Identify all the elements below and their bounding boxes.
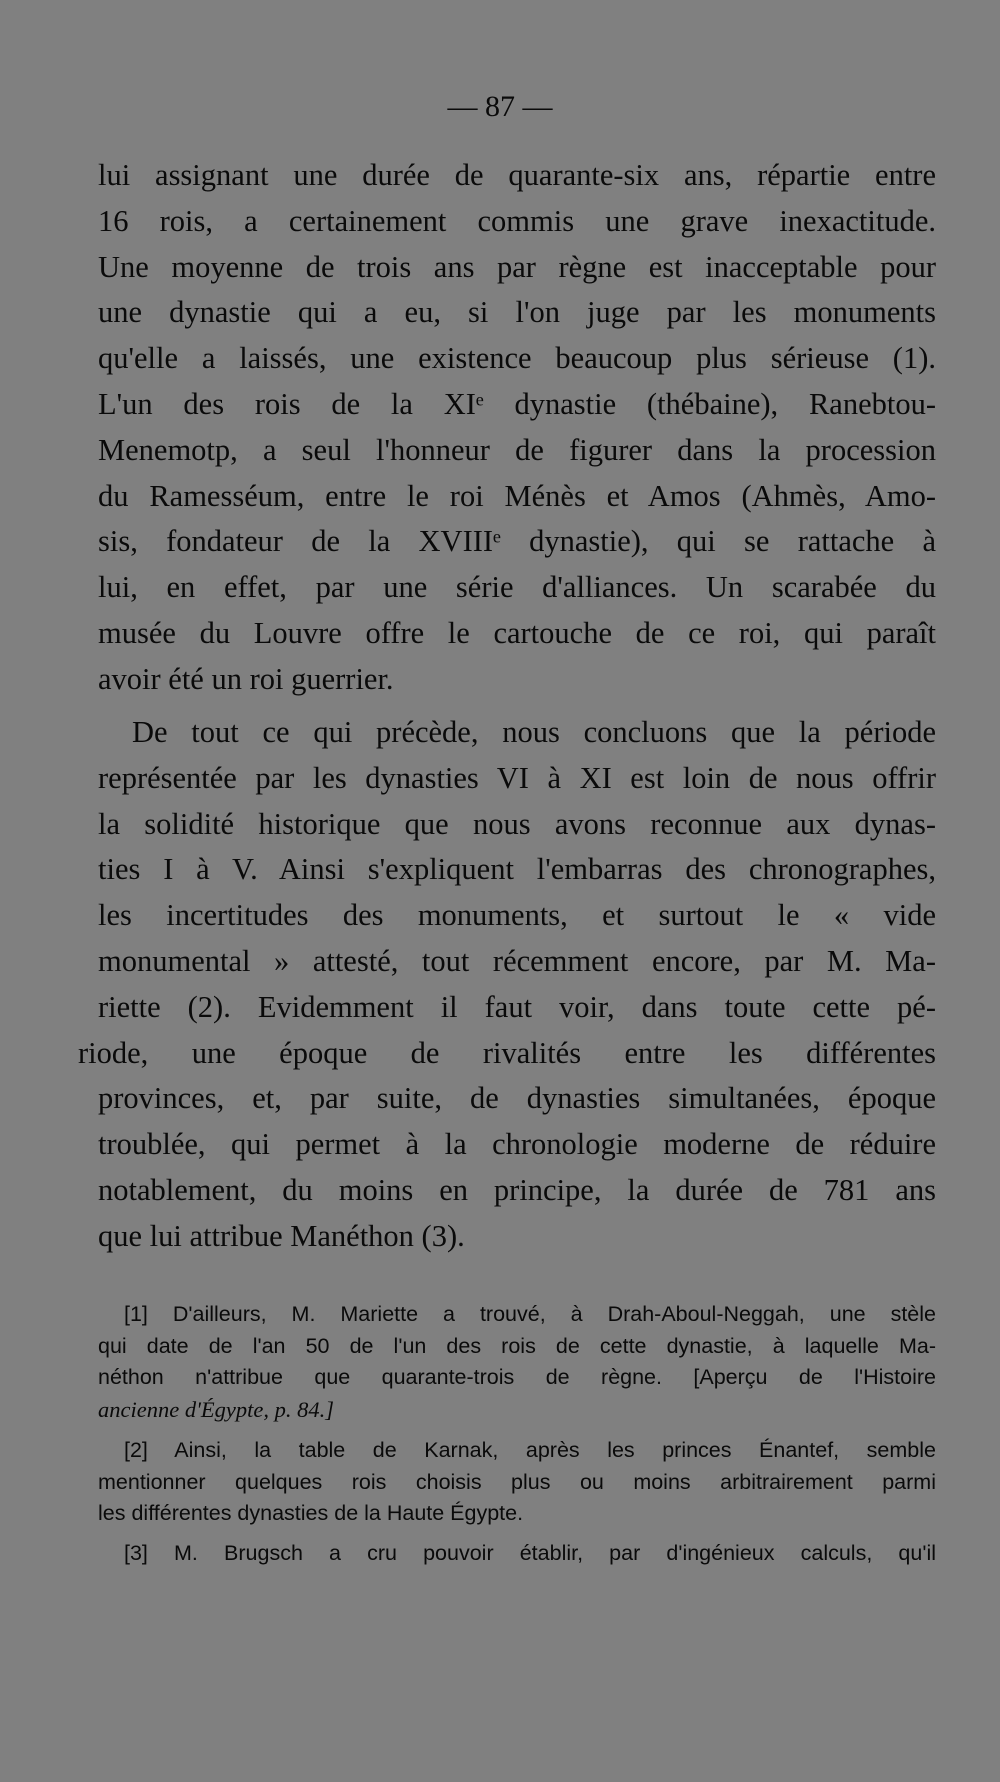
text-line: Menemotp, a seul l'honneur de figurer dans la procession xyxy=(98,432,936,467)
text-line: Une moyenne de trois ans par règne est inacceptable pour xyxy=(98,249,936,284)
text-line: lui, en effet, par une série d'alliances. Un scarabée du xyxy=(98,570,936,605)
text-line: représentée par les dynasties VI à XI est loin de nous offrir xyxy=(98,760,936,795)
footnote-line: mentionner quelques rois choisis plus ou moins arbitrairement parmi xyxy=(98,1469,936,1494)
paragraph-2 xyxy=(78,710,936,1260)
footnote-3 xyxy=(98,1538,936,1570)
footnote-line: les différentes dynasties de la Haute Égypte. xyxy=(98,1501,524,1525)
text-line: avoir été un roi guerrier. xyxy=(98,661,394,696)
text-line: monumental » attesté, tout récemment encore, par M. Ma- xyxy=(98,943,936,978)
footnote-line: qui date de l'an 50 de l'un des rois de cette dynastie, à laquelle Ma- xyxy=(98,1333,936,1358)
paragraph-1 xyxy=(98,153,936,703)
text-line: qu'elle a laissés, une existence beaucoup plus sérieuse (1). xyxy=(98,341,936,376)
text-line: provinces, et, par suite, de dynasties simultanées, époque xyxy=(98,1081,936,1116)
text-line: du Ramesséum, entre le roi Ménès et Amos (Ahmès, Amo- xyxy=(98,478,936,513)
footnote-line: ancienne d'Égypte, p. 84.] xyxy=(98,1396,334,1422)
footnote-line: [3] M. Brugsch a cru pouvoir établir, par d'ingénieux calculs, qu'il xyxy=(124,1541,936,1565)
text-line: L'un des rois de la XIᵉ dynastie (thébaine), Ranebtou- xyxy=(98,386,936,421)
footnote-line: [2] Ainsi, la table de Karnak, après les princes Énantef, semble xyxy=(124,1438,936,1462)
text-line: ties I à V. Ainsi s'expliquent l'embarras des chronographes, xyxy=(98,852,936,887)
footnote-1 xyxy=(98,1299,936,1425)
text-line: que lui attribue Manéthon (3). xyxy=(98,1218,465,1253)
text-line: les incertitudes des monuments, et surtout le « vide xyxy=(98,898,936,933)
text-line: riode, une époque de rivalités entre les différentes xyxy=(78,1035,936,1070)
text-line: une dynastie qui a eu, si l'on juge par les monuments xyxy=(98,295,936,330)
text-line: 16 rois, a certainement commis une grave inexactitude. xyxy=(98,203,936,238)
text-line: musée du Louvre offre le cartouche de ce roi, qui paraît xyxy=(98,615,936,650)
text-line: De tout ce qui précède, nous concluons que la période xyxy=(132,715,936,749)
text-line: riette (2). Evidemment il faut voir, dans toute cette pé- xyxy=(98,989,936,1024)
text-line: la solidité historique que nous avons reconnue aux dynas- xyxy=(98,806,936,841)
footnote-2 xyxy=(98,1435,936,1530)
page-number: — 87 — xyxy=(447,90,553,123)
text-line: notablement, du moins en principe, la durée de 781 ans xyxy=(98,1172,936,1207)
text-line: troublée, qui permet à la chronologie moderne de réduire xyxy=(98,1127,936,1162)
text-line: sis, fondateur de la XVIIIᵉ dynastie), qui se rattache à xyxy=(98,524,936,559)
text-line: lui assignant une durée de quarante-six ans, répartie entre xyxy=(98,158,936,192)
footnote-line: néthon n'attribue que quarante-trois de règne. [Aperçu de l'Histoire xyxy=(98,1365,936,1389)
footnote-line: [1] D'ailleurs, M. Mariette a trouvé, à Drah-Aboul-Neggah, une stèle xyxy=(124,1302,936,1326)
